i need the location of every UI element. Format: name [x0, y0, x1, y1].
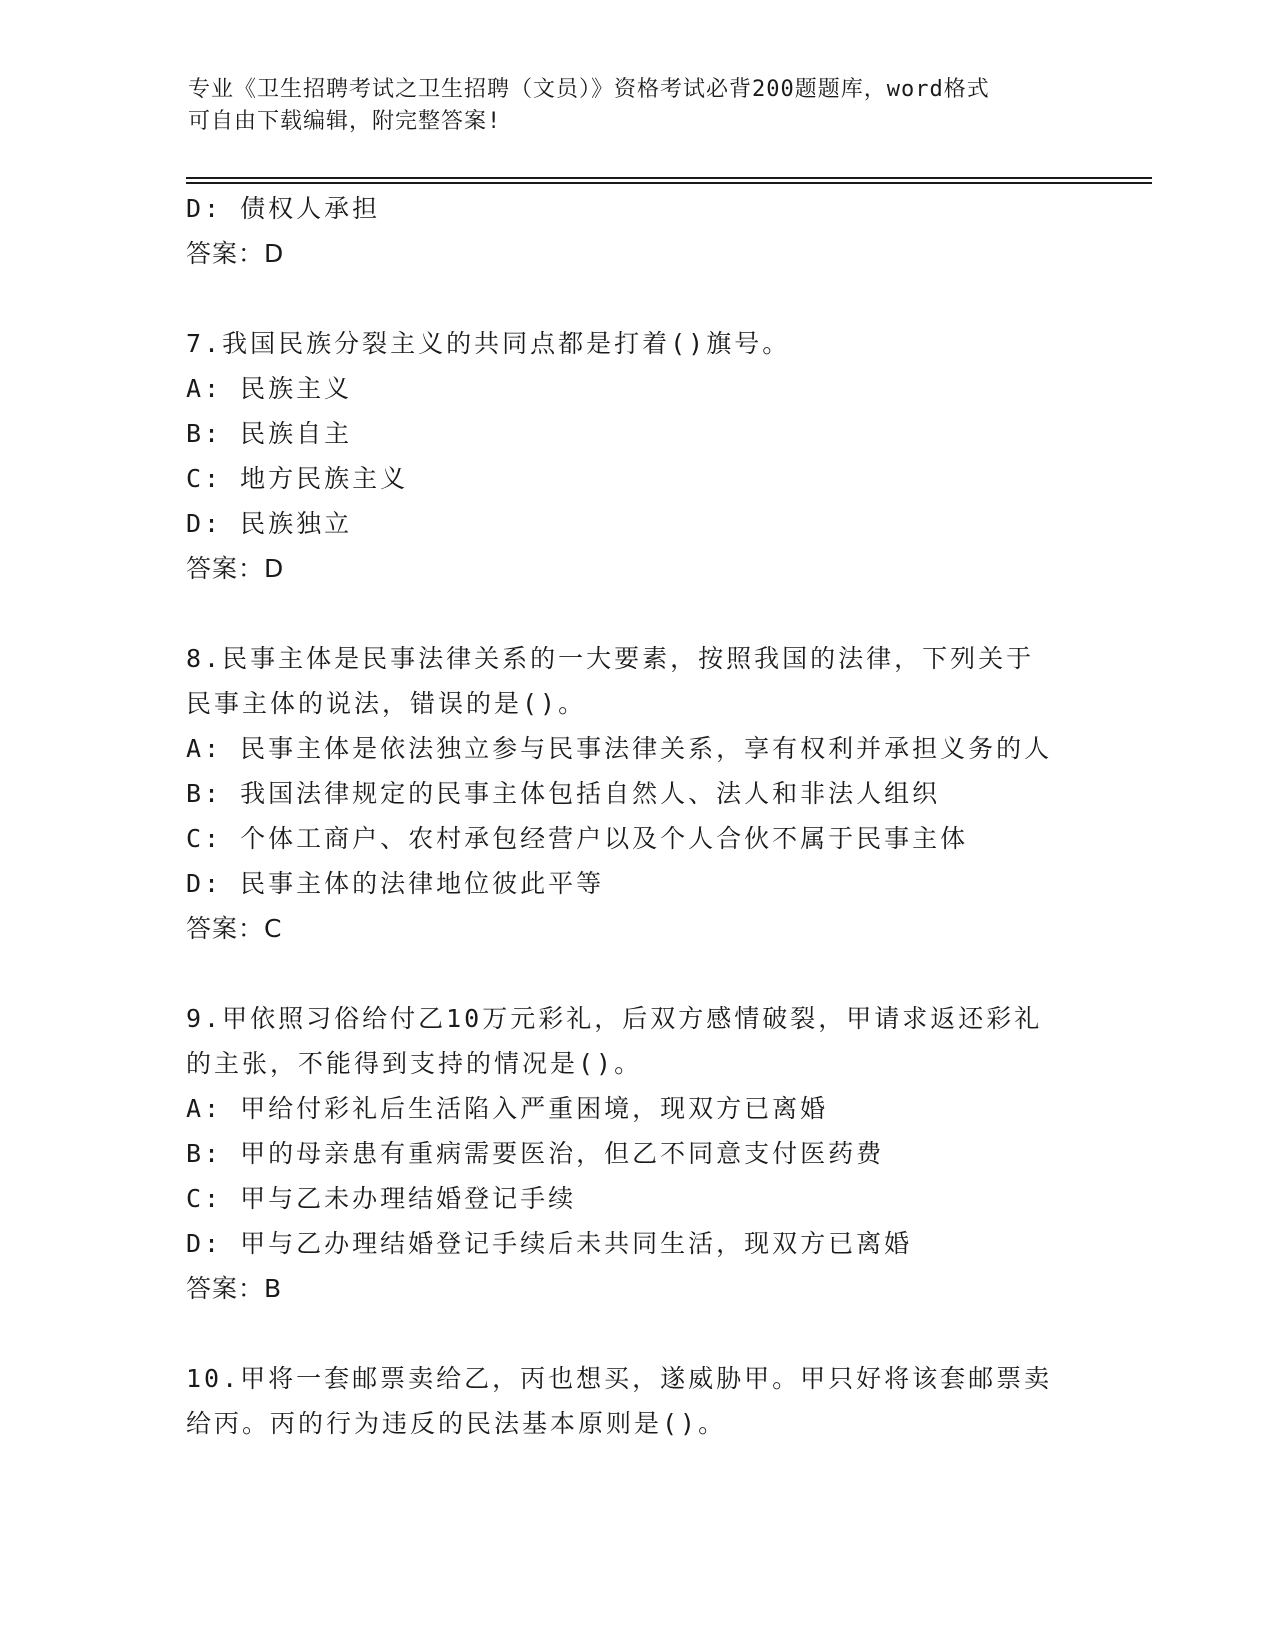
question-7 — [186, 321, 1086, 591]
spacer — [186, 276, 1086, 321]
question-7-option-d: D: 民族独立 — [186, 509, 353, 538]
question-10-stem-line-2: 给丙。丙的行为违反的民法基本原则是()。 — [186, 1409, 727, 1438]
header-divider-bottom — [186, 182, 1152, 184]
question-7-answer: 答案：D — [186, 554, 285, 583]
header-title-line-1: 专业《卫生招聘考试之卫生招聘（文员）》资格考试必背200题题库，word格式 — [188, 77, 990, 102]
question-7-option-b: B: 民族自主 — [186, 419, 353, 448]
question-8-stem-line-1: 8.民事主体是民事法律关系的一大要素，按照我国的法律，下列关于 — [186, 644, 1035, 673]
question-9-option-a: A: 甲给付彩礼后生活陷入严重困境，现双方已离婚 — [186, 1094, 829, 1123]
question-8-stem-line-2: 民事主体的说法，错误的是()。 — [186, 689, 587, 718]
question-7-option-c: C: 地方民族主义 — [186, 464, 409, 493]
question-9-option-b: B: 甲的母亲患有重病需要医治，但乙不同意支付医药费 — [186, 1139, 885, 1168]
question-9 — [186, 996, 1086, 1311]
header-divider-top — [186, 177, 1152, 179]
question-9-stem-line-1: 9.甲依照习俗给付乙10万元彩礼，后双方感情破裂，甲请求返还彩礼 — [186, 1004, 1043, 1033]
spacer — [186, 951, 1086, 996]
question-9-option-d: D: 甲与乙办理结婚登记手续后未共同生活，现双方已离婚 — [186, 1229, 913, 1258]
header-title-line-2: 可自由下载编辑，附完整答案! — [188, 109, 502, 134]
question-content — [186, 186, 1086, 1446]
question-7-option-a: A: 民族主义 — [186, 374, 353, 403]
question-8-option-c: C: 个体工商户、农村承包经营户以及个人合伙不属于民事主体 — [186, 824, 969, 853]
prev-answer: 答案：D — [186, 239, 285, 268]
spacer — [186, 591, 1086, 636]
question-7-stem: 7.我国民族分裂主义的共同点都是打着()旗号。 — [186, 329, 791, 358]
question-8 — [186, 636, 1086, 951]
question-8-option-a: A: 民事主体是依法独立参与民事法律关系，享有权利并承担义务的人 — [186, 734, 1053, 763]
question-10-stem-line-1: 10.甲将一套邮票卖给乙，丙也想买，遂威胁甲。甲只好将该套邮票卖 — [186, 1364, 1053, 1393]
page-header — [188, 74, 1068, 138]
question-8-option-b: B: 我国法律规定的民事主体包括自然人、法人和非法人组织 — [186, 779, 941, 808]
prev-option-d: D: 债权人承担 — [186, 194, 381, 223]
question-8-option-d: D: 民事主体的法律地位彼此平等 — [186, 869, 605, 898]
question-9-option-c: C: 甲与乙未办理结婚登记手续 — [186, 1184, 577, 1213]
spacer — [186, 1311, 1086, 1356]
question-9-stem-line-2: 的主张，不能得到支持的情况是()。 — [186, 1049, 643, 1078]
question-9-answer: 答案：B — [186, 1274, 283, 1303]
question-8-answer: 答案：C — [186, 914, 283, 943]
question-10 — [186, 1356, 1086, 1446]
